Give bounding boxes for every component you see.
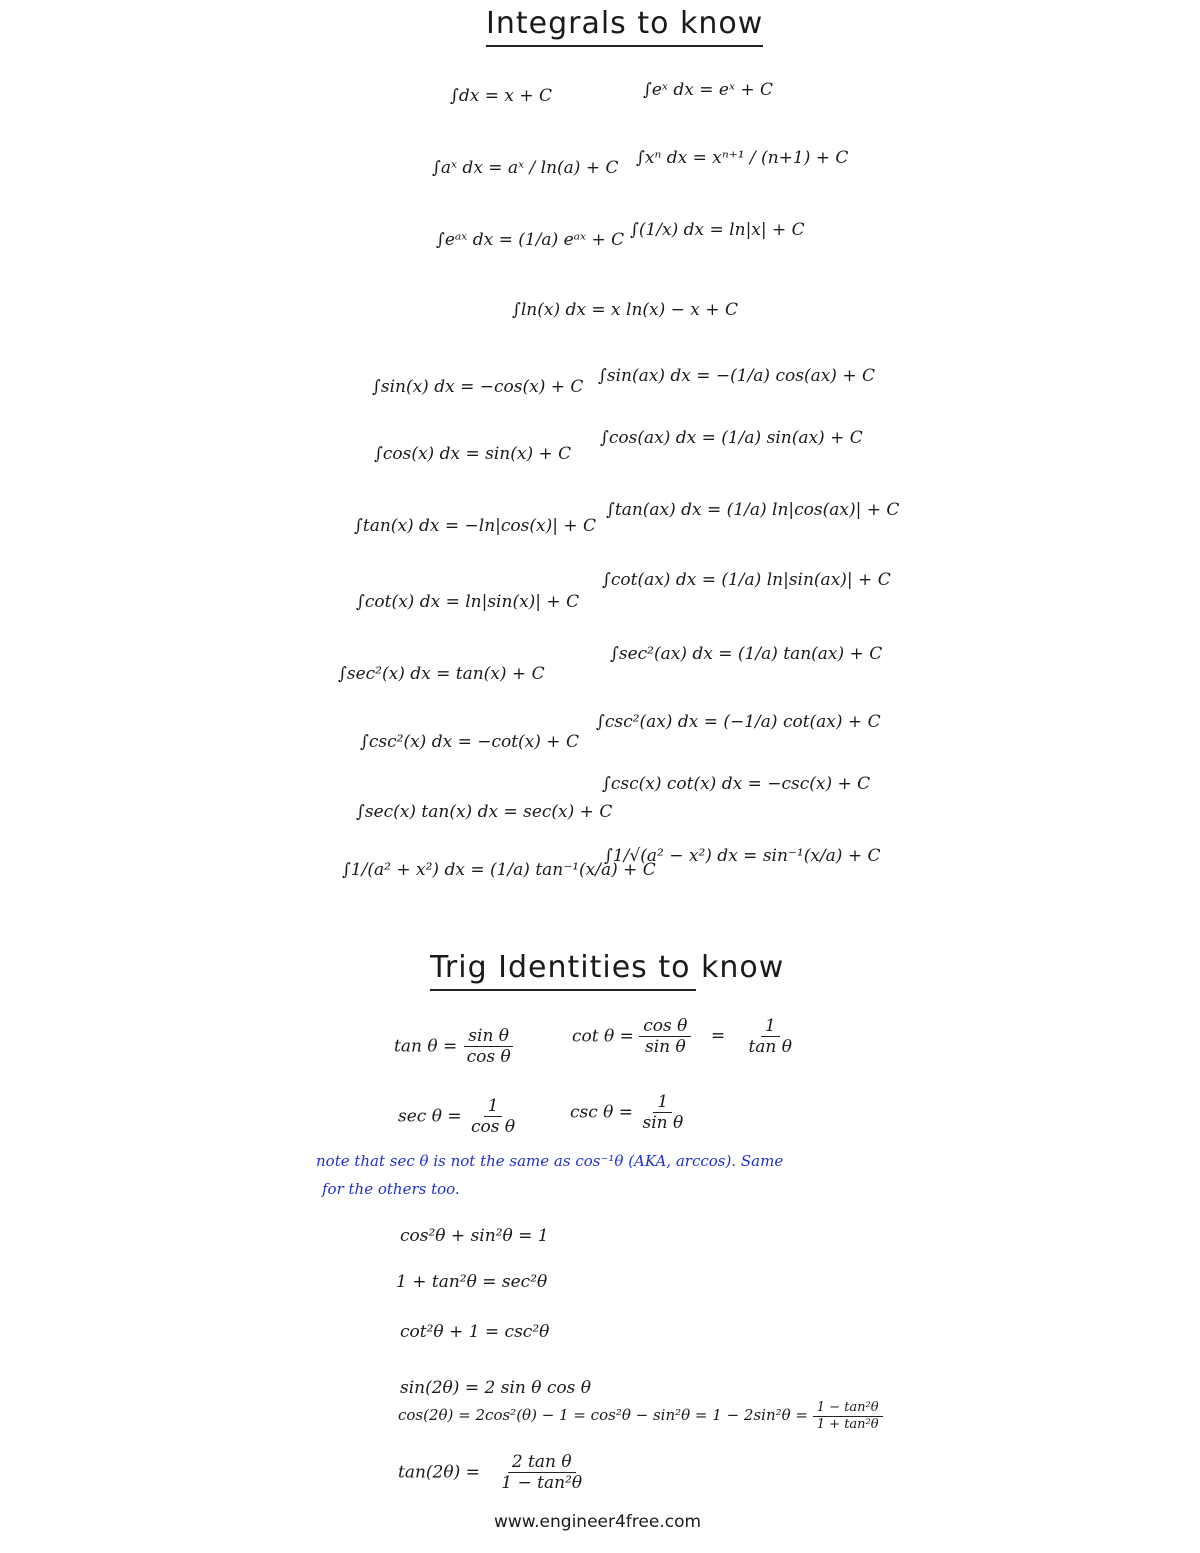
sec-denominator: cos θ <box>471 1117 516 1138</box>
double-angle-cos <box>398 1400 883 1432</box>
cot-equals: = <box>710 1026 726 1047</box>
sec-identity <box>398 1096 519 1138</box>
tan-lhs: tan θ = <box>394 1036 458 1057</box>
csc-denominator: sin θ <box>642 1113 684 1134</box>
integral-a-pow-x: ∫aˣ dx = aˣ / ln(a) + C <box>432 158 619 178</box>
double-angle-cos-numerator: 1 − tan²θ <box>813 1400 883 1417</box>
sec-numerator: 1 <box>484 1096 503 1117</box>
integral-csc-cot: ∫csc(x) cot(x) dx = −csc(x) + C <box>602 774 871 794</box>
tan-denominator: cos θ <box>466 1047 511 1068</box>
footer-url: www.engineer4free.com <box>494 1512 702 1532</box>
pythagorean-identity-3: cot²θ + 1 = csc²θ <box>400 1322 550 1342</box>
double-angle-tan-lhs: tan(2θ) = <box>398 1462 480 1483</box>
cot-identity <box>572 1016 796 1058</box>
cot-numerator: cos θ <box>639 1016 691 1037</box>
cot-fraction-2 <box>744 1016 796 1058</box>
integral-arctan: ∫1/(a² + x²) dx = (1/a) tan⁻¹(x/a) + C <box>342 860 656 880</box>
integral-x-pow-n: ∫xⁿ dx = xⁿ⁺¹ / (n+1) + C <box>636 148 849 168</box>
double-angle-tan <box>398 1452 586 1494</box>
csc-lhs: csc θ = <box>570 1102 634 1123</box>
integral-cot-ax: ∫cot(ax) dx = (1/a) ln|sin(ax)| + C <box>602 570 891 590</box>
integral-tan: ∫tan(x) dx = −ln|cos(x)| + C <box>354 516 597 536</box>
integral-dx: ∫dx = x + C <box>450 86 553 106</box>
integral-tan-ax: ∫tan(ax) dx = (1/a) ln|cos(ax)| + C <box>606 500 900 520</box>
integral-sec2: ∫sec²(x) dx = tan(x) + C <box>338 664 545 684</box>
integral-csc2: ∫csc²(x) dx = −cot(x) + C <box>360 732 579 752</box>
pythagorean-identity-1: cos²θ + sin²θ = 1 <box>400 1226 549 1246</box>
note-line-2: for the others too. <box>322 1180 460 1198</box>
integral-one-over-x: ∫(1/x) dx = ln|x| + C <box>630 220 805 240</box>
pythagorean-identity-2: 1 + tan²θ = sec²θ <box>396 1272 548 1292</box>
double-angle-sin: sin(2θ) = 2 sin θ cos θ <box>400 1378 591 1398</box>
csc-fraction <box>638 1092 687 1134</box>
csc-identity <box>570 1092 687 1134</box>
cot-denominator-2: tan θ <box>748 1037 793 1058</box>
integral-sec2-ax: ∫sec²(ax) dx = (1/a) tan(ax) + C <box>610 644 883 664</box>
integral-sin-ax: ∫sin(ax) dx = −(1/a) cos(ax) + C <box>598 366 875 386</box>
double-angle-cos-denominator: 1 + tan²θ <box>816 1416 879 1432</box>
tan-identity <box>394 1026 515 1068</box>
integral-cos-ax: ∫cos(ax) dx = (1/a) sin(ax) + C <box>600 428 863 448</box>
trig-title: Trig Identities to know <box>430 950 696 991</box>
integral-sec-tan: ∫sec(x) tan(x) dx = sec(x) + C <box>356 802 613 822</box>
double-angle-tan-fraction <box>497 1452 586 1494</box>
integral-sin: ∫sin(x) dx = −cos(x) + C <box>372 377 584 397</box>
cot-denominator: sin θ <box>644 1037 686 1058</box>
cot-numerator-2: 1 <box>761 1016 780 1037</box>
integral-cos: ∫cos(x) dx = sin(x) + C <box>374 444 572 464</box>
sec-fraction <box>467 1096 519 1138</box>
integral-arcsin: ∫1/√(a² − x²) dx = sin⁻¹(x/a) + C <box>604 846 881 866</box>
tan-numerator: sin θ <box>464 1026 513 1047</box>
integral-cot: ∫cot(x) dx = ln|sin(x)| + C <box>356 592 580 612</box>
double-angle-cos-fraction <box>813 1400 883 1432</box>
double-angle-tan-denominator: 1 − tan²θ <box>501 1473 583 1494</box>
cot-lhs: cot θ = <box>572 1026 634 1047</box>
integrals-title: Integrals to know <box>486 6 763 47</box>
tan-fraction <box>463 1026 515 1068</box>
double-angle-tan-numerator: 2 tan θ <box>508 1452 576 1473</box>
csc-numerator: 1 <box>653 1092 672 1113</box>
integral-ln: ∫ln(x) dx = x ln(x) − x + C <box>512 300 738 320</box>
integral-exp-x: ∫eˣ dx = eˣ + C <box>643 80 774 100</box>
sec-lhs: sec θ = <box>398 1106 462 1127</box>
note-line-1: note that sec θ is not the same as cos⁻¹θ (AKA, arccos). Same <box>316 1152 784 1170</box>
integral-exp-ax: ∫eᵃˣ dx = (1/a) eᵃˣ + C <box>436 230 625 250</box>
integral-csc2-ax: ∫csc²(ax) dx = (−1/a) cot(ax) + C <box>596 712 881 732</box>
double-angle-cos-text: cos(2θ) = 2cos²(θ) − 1 = cos²θ − sin²θ = 1 − 2sin²θ = <box>398 1406 808 1425</box>
cot-fraction <box>639 1016 691 1058</box>
